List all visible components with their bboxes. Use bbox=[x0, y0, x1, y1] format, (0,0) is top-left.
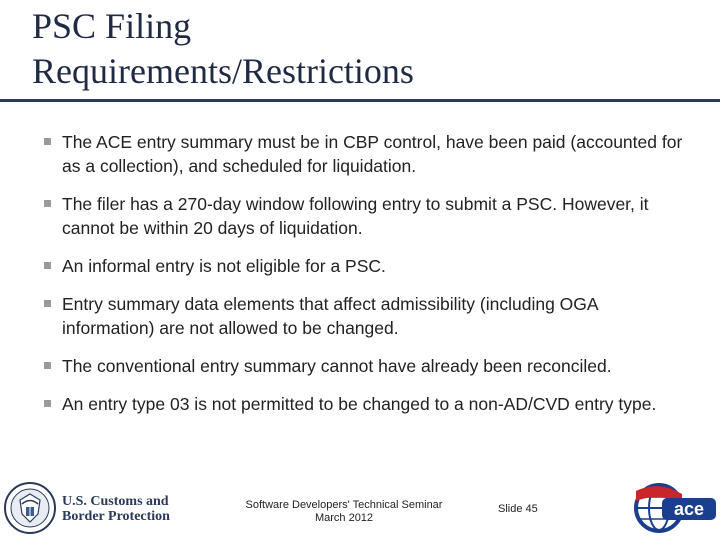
slide-title-line-1: PSC Filing bbox=[32, 6, 192, 46]
cbp-logo-line-1: U.S. Customs and bbox=[62, 494, 169, 509]
slide-title bbox=[32, 4, 712, 94]
slide-title-line-2: Requirements/Restrictions bbox=[32, 51, 414, 91]
square-bullet-icon bbox=[44, 200, 51, 207]
bullet-item bbox=[44, 254, 694, 278]
title-divider bbox=[0, 99, 720, 102]
bullet-list bbox=[44, 130, 694, 416]
bullet-item bbox=[44, 192, 694, 240]
square-bullet-icon bbox=[44, 362, 51, 369]
bullet-item bbox=[44, 130, 694, 178]
square-bullet-icon bbox=[44, 300, 51, 307]
square-bullet-icon bbox=[44, 262, 51, 269]
cbp-logo-line-2: Border Protection bbox=[62, 509, 170, 524]
bullet-text: The conventional entry summary cannot have already been reconciled. bbox=[62, 356, 612, 376]
seminar-name: Software Developers' Technical Seminar bbox=[245, 499, 443, 511]
bullet-text: The filer has a 270-day window following entry to submit a PSC. However, it cannot be within 20 days of liquidation. bbox=[62, 194, 649, 238]
square-bullet-icon bbox=[44, 400, 51, 407]
cbp-logo-text bbox=[62, 494, 192, 524]
bullet-text: An informal entry is not eligible for a PSC. bbox=[62, 256, 386, 276]
slide-footer bbox=[0, 478, 720, 540]
dhs-seal-icon bbox=[4, 482, 56, 534]
bullet-item bbox=[44, 354, 694, 378]
bullet-item bbox=[44, 292, 694, 340]
slide-number: Slide 45 bbox=[498, 503, 538, 515]
bullet-text: The ACE entry summary must be in CBP control, have been paid (accounted for as a collection), and scheduled for liquidation. bbox=[62, 132, 683, 176]
ace-logo-text: ace bbox=[673, 499, 705, 519]
bullet-text: An entry type 03 is not permitted to be changed to a non-AD/CVD entry type. bbox=[62, 394, 657, 414]
ace-logo-icon bbox=[634, 482, 718, 534]
bullet-text: Entry summary data elements that affect admissibility (including OGA information) are not allowed to be changed. bbox=[62, 294, 598, 338]
bullet-item bbox=[44, 392, 694, 416]
seminar-caption bbox=[236, 499, 452, 525]
seminar-date: March 2012 bbox=[314, 512, 374, 524]
square-bullet-icon bbox=[44, 138, 51, 145]
